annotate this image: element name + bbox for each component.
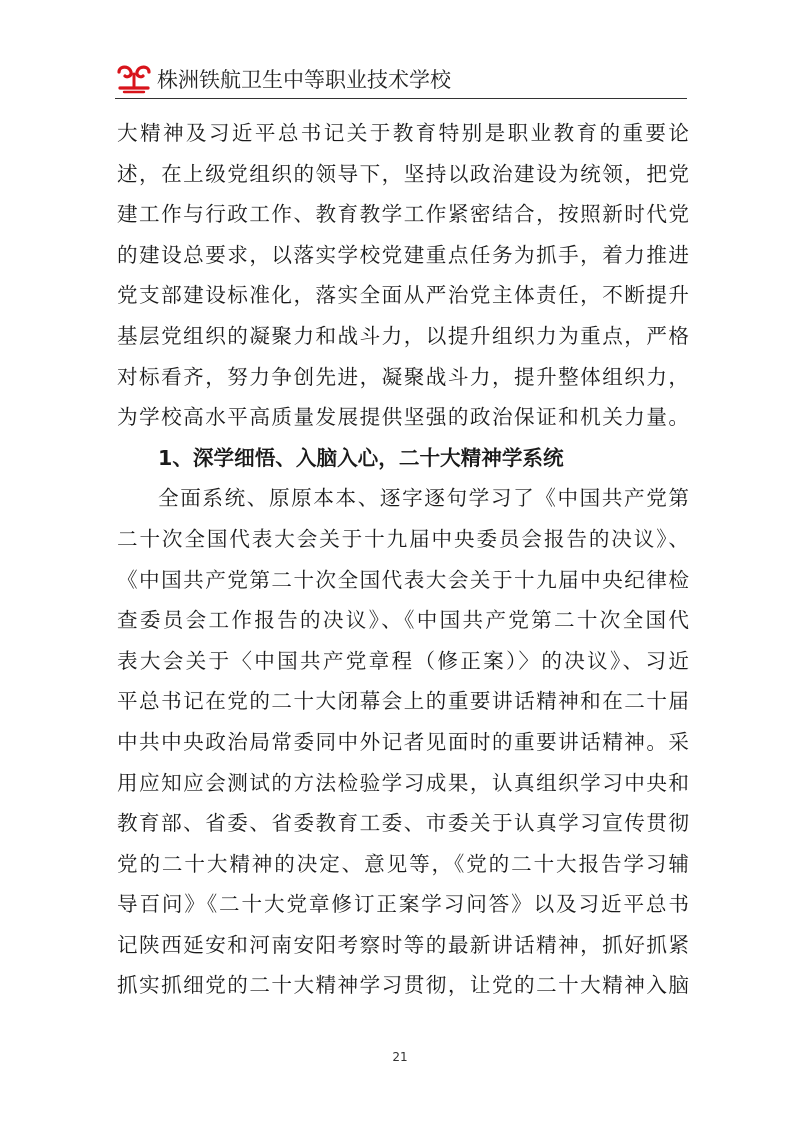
text-line: 的建设总要求，以落实学校党建重点任务为抓手，着力推进 (117, 242, 689, 267)
text-line: 教育部、省委、省委教育工委、市委关于认真学习宣传贯彻 (117, 811, 689, 836)
text-line: 表大会关于〈中国共产党章程（修正案）〉的决议》、习近 (117, 648, 689, 673)
text-line: 基层党组织的凝聚力和战斗力，以提升组织力为重点，严格 (117, 323, 689, 348)
text-line: 全面系统、原原本本、逐字逐句学习了《中国共产党第 (158, 486, 689, 511)
text-line: 平总书记在党的二十大闭幕会上的重要讲话精神和在二十届 (117, 689, 689, 714)
text-line: 记陕西延安和河南安阳考察时等的最新讲话精神，抓好抓紧 (117, 932, 689, 957)
paragraph-1 (117, 113, 689, 438)
text-line: 中共中央政治局常委同中外记者见面时的重要讲话精神。采 (117, 729, 689, 754)
text-line: 二十次全国代表大会关于十九届中央委员会报告的决议》、 (117, 526, 689, 551)
document-body (117, 113, 689, 1006)
text-line: 对标看齐，努力争创先进，凝聚战斗力，提升整体组织力， (117, 364, 689, 389)
paragraph-2 (117, 478, 689, 1006)
text-line: 《中国共产党第二十次全国代表大会关于十九届中央纪律检 (117, 567, 689, 592)
school-name: 株洲铁航卫生中等职业技术学校 (157, 68, 451, 92)
text-line: 抓实抓细党的二十大精神学习贯彻，让党的二十大精神入脑 (117, 973, 689, 998)
section-heading: 1、深学细悟、入脑入心，二十大精神学系统 (158, 445, 564, 470)
text-line: 导百问》《二十大党章修订正案学习问答》以及习近平总书 (117, 892, 689, 917)
text-line: 为学校高水平高质量发展提供坚强的政治保证和机关力量。 (117, 405, 689, 430)
text-line: 建工作与行政工作、教育教学工作紧密结合，按照新时代党 (117, 202, 689, 227)
text-line: 党的二十大精神的决定、意见等，《党的二十大报告学习辅 (117, 851, 689, 876)
text-line: 用应知应会测试的方法检验学习成果，认真组织学习中央和 (117, 770, 689, 795)
header-divider (115, 98, 687, 99)
text-line: 党支部建设标准化，落实全面从严治党主体责任，不断提升 (117, 283, 689, 308)
text-line: 查委员会工作报告的决议》、《中国共产党第二十次全国代 (117, 608, 689, 633)
page-header (115, 62, 687, 98)
text-line: 述，在上级党组织的领导下，坚持以政治建设为统领，把党 (117, 161, 689, 186)
text-line: 大精神及习近平总书记关于教育特别是职业教育的重要论 (117, 121, 689, 145)
page-number: 21 (392, 1050, 408, 1064)
school-logo-icon (115, 64, 153, 94)
